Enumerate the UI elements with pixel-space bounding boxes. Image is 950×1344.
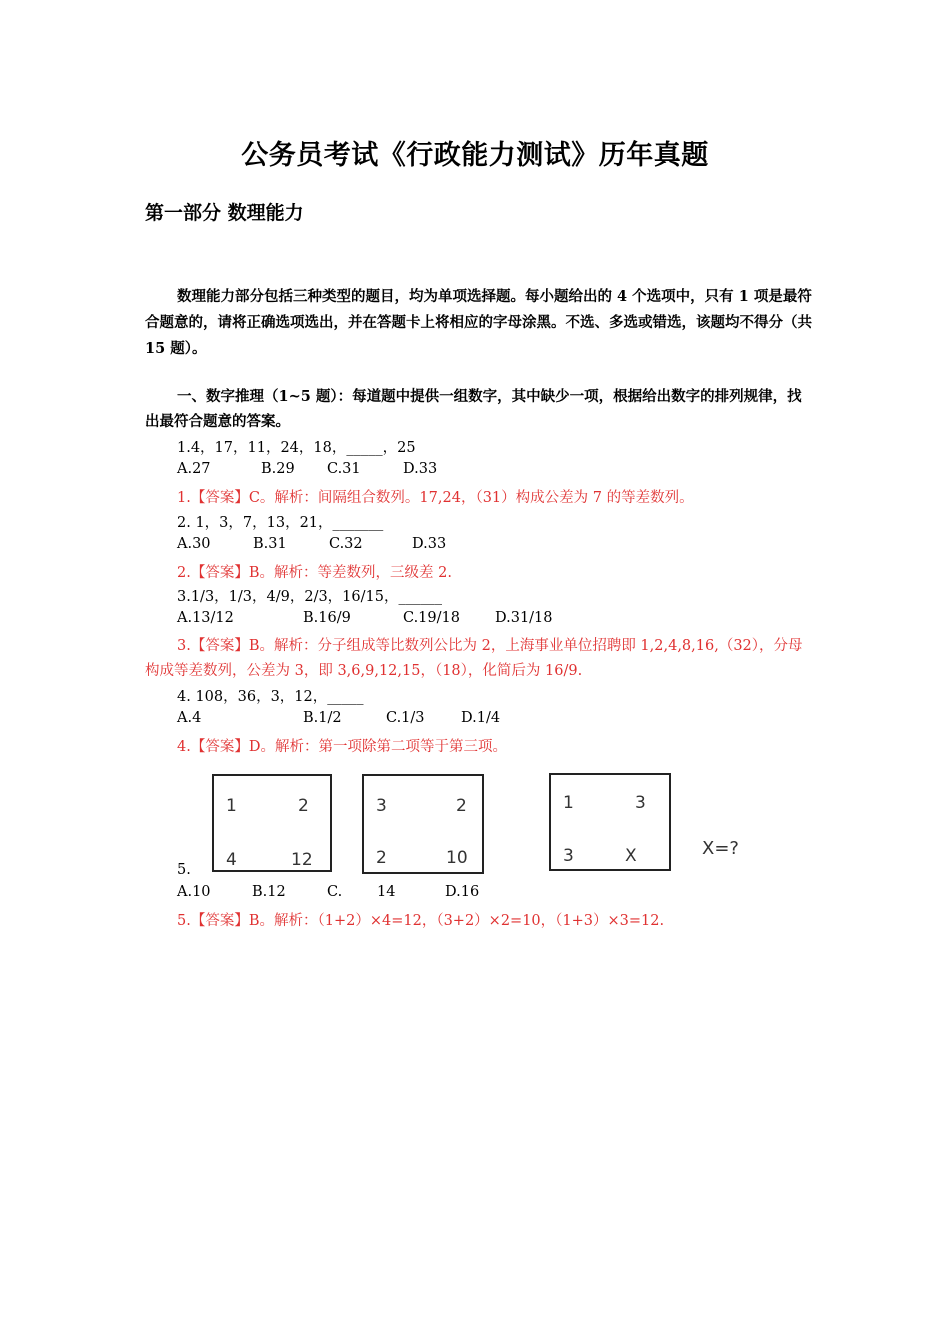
box-number: 3	[563, 846, 574, 866]
intro-paragraph: 数理能力部分包括三种类型的题目，均为单项选择题。每小题给出的 4 个选项中，只有 1 项是最符合题意的，请将正确选项选出，并在答题卡上将相应的字母涂黑。不选、多选或错选，该题均不得分（共 15 题）。	[145, 288, 812, 357]
option: C.31	[327, 461, 361, 477]
question-options	[177, 536, 446, 552]
option: D.1/4	[461, 710, 501, 726]
option: A.27	[177, 461, 211, 477]
question-options	[177, 884, 479, 900]
question-stem: 2. 1，3，7，13，21，_______	[177, 515, 384, 531]
box-number: 10	[446, 848, 468, 868]
option: D.16	[445, 884, 480, 900]
question-options	[177, 710, 500, 726]
option: C.19/18	[403, 610, 460, 626]
answer-explanation: 3.【答案】B。解析：分子组成等比数列公比为 2，上海事业单位招聘即 1,2,4,8,16,（32），分母构成等差数列，公差为 3，即 3,6,9,12,15，（18），化简后为 16/9.	[145, 638, 803, 679]
option: D.31/18	[495, 610, 553, 626]
option: B.29	[261, 461, 295, 477]
subsection-heading: 一、数字推理（1~5 题）：每道题中提供一组数字，其中缺少一项，根据给出数字的排列规律，找出最符合题意的答案。	[145, 388, 802, 430]
option: B.1/2	[303, 710, 342, 726]
option: C.32	[329, 536, 363, 552]
option: D.33	[403, 461, 438, 477]
unknown-label: X=?	[702, 838, 739, 859]
option: C.	[327, 884, 343, 900]
section-heading: 第一部分 数理能力	[145, 202, 304, 224]
box-number: 2	[376, 848, 387, 868]
box-number: 2	[298, 796, 309, 816]
question-stem: 4. 108，36，3，12，_____	[177, 689, 364, 705]
box-number: 1	[226, 796, 237, 816]
box-number: 1	[563, 793, 574, 813]
option: A.10	[177, 884, 211, 900]
option: B.31	[253, 536, 287, 552]
option: D.33	[412, 536, 447, 552]
answer-explanation: 4.【答案】D。解析：第一项除第二项等于第三项。	[177, 739, 507, 755]
box-number: X	[625, 846, 637, 866]
number-box	[362, 774, 484, 874]
answer-explanation: 2.【答案】B。解析：等差数列，三级差 2.	[177, 565, 452, 581]
option: 14	[377, 884, 396, 900]
box-number: 3	[635, 793, 646, 813]
box-number: 2	[456, 796, 467, 816]
box-number: 3	[376, 796, 387, 816]
question-stem: 1.4，17，11，24，18，_____，25	[177, 440, 416, 456]
document-title: 公务员考试《行政能力测试》历年真题	[241, 140, 709, 171]
option: A.30	[177, 536, 211, 552]
option: B.16/9	[303, 610, 351, 626]
question-options	[177, 610, 553, 626]
option: A.13/12	[177, 610, 234, 626]
number-box	[212, 774, 332, 872]
answer-explanation: 1.【答案】C。解析：间隔组合数列。17,24，（31）构成公差为 7 的等差数列。	[177, 490, 694, 506]
option: B.12	[252, 884, 286, 900]
answer-explanation: 5.【答案】B。解析：（1+2）×4=12，（3+2）×2=10，（1+3）×3=12.	[177, 913, 665, 929]
number-box	[549, 773, 671, 871]
option: A.4	[177, 710, 202, 726]
question-options	[177, 461, 437, 477]
question-stem: 3.1/3，1/3，4/9，2/3，16/15，______	[177, 589, 442, 605]
box-number: 12	[291, 850, 313, 870]
option: C.1/3	[386, 710, 425, 726]
question-stem: 5.	[177, 862, 191, 878]
box-number: 4	[226, 850, 237, 870]
